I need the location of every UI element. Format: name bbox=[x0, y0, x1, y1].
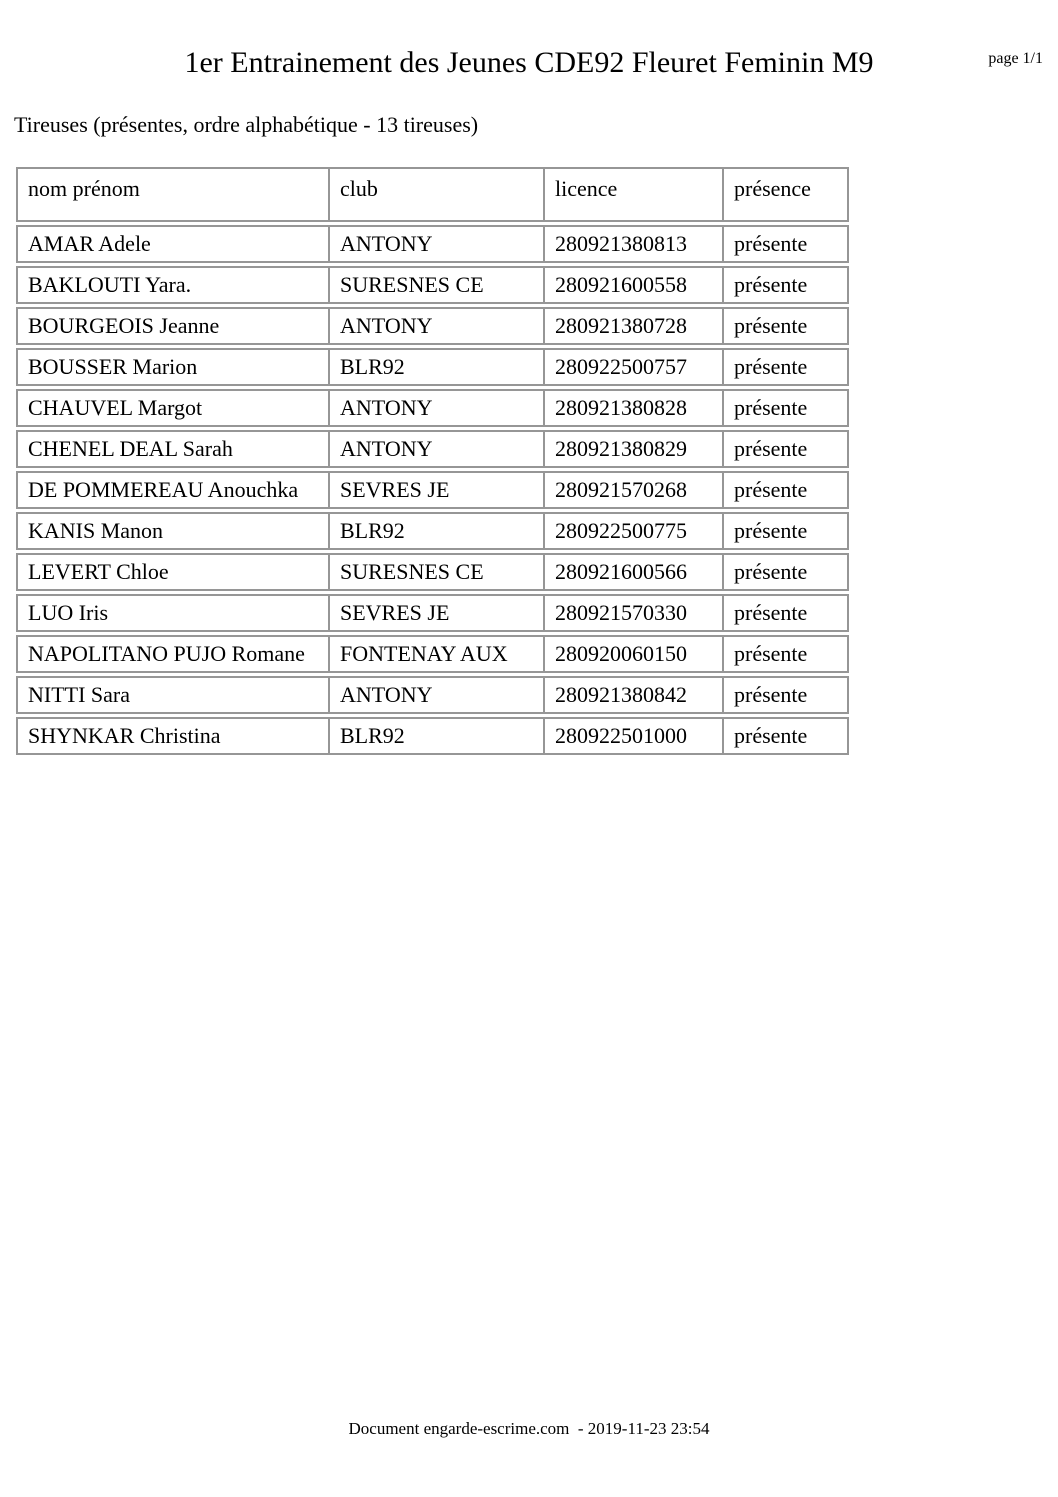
table-row bbox=[16, 348, 849, 386]
cell-presence: présente bbox=[724, 717, 849, 755]
table-row bbox=[16, 266, 849, 304]
cell-club: FONTENAY AUX bbox=[330, 635, 545, 673]
cell-nom-prenom: AMAR Adele bbox=[16, 225, 330, 263]
page-title: 1er Entrainement des Jeunes CDE92 Fleuret Feminin M9 bbox=[184, 46, 874, 79]
cell-club: BLR92 bbox=[330, 512, 545, 550]
column-header-club: club bbox=[330, 167, 545, 222]
column-header-licence: licence bbox=[545, 167, 724, 222]
cell-presence: présente bbox=[724, 594, 849, 632]
cell-nom-prenom: LUO Iris bbox=[16, 594, 330, 632]
cell-club: ANTONY bbox=[330, 430, 545, 468]
cell-licence: 280921570330 bbox=[545, 594, 724, 632]
cell-club: SEVRES JE bbox=[330, 594, 545, 632]
table-header-row bbox=[16, 167, 849, 222]
table-row bbox=[16, 594, 849, 632]
table-row bbox=[16, 225, 849, 263]
cell-presence: présente bbox=[724, 512, 849, 550]
cell-club: SEVRES JE bbox=[330, 471, 545, 509]
cell-licence: 280920060150 bbox=[545, 635, 724, 673]
cell-presence: présente bbox=[724, 471, 849, 509]
section-heading: Tireuses (présentes, ordre alphabétique - 13 tireuses) bbox=[14, 112, 479, 137]
cell-presence: présente bbox=[724, 266, 849, 304]
cell-nom-prenom: SHYNKAR Christina bbox=[16, 717, 330, 755]
cell-club: ANTONY bbox=[330, 676, 545, 714]
table-row bbox=[16, 676, 849, 714]
cell-licence: 280922500757 bbox=[545, 348, 724, 386]
table-row bbox=[16, 635, 849, 673]
cell-licence: 280921380828 bbox=[545, 389, 724, 427]
table-row bbox=[16, 717, 849, 755]
cell-presence: présente bbox=[724, 348, 849, 386]
cell-club: SURESNES CE bbox=[330, 266, 545, 304]
cell-nom-prenom: BOURGEOIS Jeanne bbox=[16, 307, 330, 345]
cell-presence: présente bbox=[724, 635, 849, 673]
cell-nom-prenom: LEVERT Chloe bbox=[16, 553, 330, 591]
cell-club: SURESNES CE bbox=[330, 553, 545, 591]
cell-licence: 280922500775 bbox=[545, 512, 724, 550]
cell-nom-prenom: NAPOLITANO PUJO Romane bbox=[16, 635, 330, 673]
cell-club: ANTONY bbox=[330, 307, 545, 345]
column-header-nom-prenom: nom prénom bbox=[16, 167, 330, 222]
cell-club: ANTONY bbox=[330, 389, 545, 427]
cell-licence: 280921380829 bbox=[545, 430, 724, 468]
cell-licence: 280921380842 bbox=[545, 676, 724, 714]
cell-club: ANTONY bbox=[330, 225, 545, 263]
cell-nom-prenom: BAKLOUTI Yara. bbox=[16, 266, 330, 304]
column-header-presence: présence bbox=[724, 167, 849, 222]
cell-nom-prenom: DE POMMEREAU Anouchka bbox=[16, 471, 330, 509]
cell-licence: 280921600558 bbox=[545, 266, 724, 304]
fencers-table bbox=[16, 164, 849, 758]
cell-presence: présente bbox=[724, 389, 849, 427]
document-footer: Document engarde-escrime.com - 2019-11-23 23:54 bbox=[348, 1419, 710, 1438]
cell-nom-prenom: NITTI Sara bbox=[16, 676, 330, 714]
table-row bbox=[16, 430, 849, 468]
cell-presence: présente bbox=[724, 676, 849, 714]
table-row bbox=[16, 307, 849, 345]
cell-presence: présente bbox=[724, 307, 849, 345]
cell-nom-prenom: CHAUVEL Margot bbox=[16, 389, 330, 427]
table-body bbox=[16, 225, 849, 755]
cell-nom-prenom: KANIS Manon bbox=[16, 512, 330, 550]
table-row bbox=[16, 471, 849, 509]
cell-licence: 280921570268 bbox=[545, 471, 724, 509]
cell-club: BLR92 bbox=[330, 348, 545, 386]
page-number-label: page 1/1 bbox=[988, 50, 1043, 67]
cell-licence: 280921380813 bbox=[545, 225, 724, 263]
cell-licence: 280921380728 bbox=[545, 307, 724, 345]
cell-presence: présente bbox=[724, 430, 849, 468]
table-row bbox=[16, 389, 849, 427]
cell-licence: 280921600566 bbox=[545, 553, 724, 591]
table-row bbox=[16, 553, 849, 591]
cell-nom-prenom: CHENEL DEAL Sarah bbox=[16, 430, 330, 468]
cell-club: BLR92 bbox=[330, 717, 545, 755]
cell-nom-prenom: BOUSSER Marion bbox=[16, 348, 330, 386]
cell-presence: présente bbox=[724, 553, 849, 591]
cell-licence: 280922501000 bbox=[545, 717, 724, 755]
table-row bbox=[16, 512, 849, 550]
cell-presence: présente bbox=[724, 225, 849, 263]
